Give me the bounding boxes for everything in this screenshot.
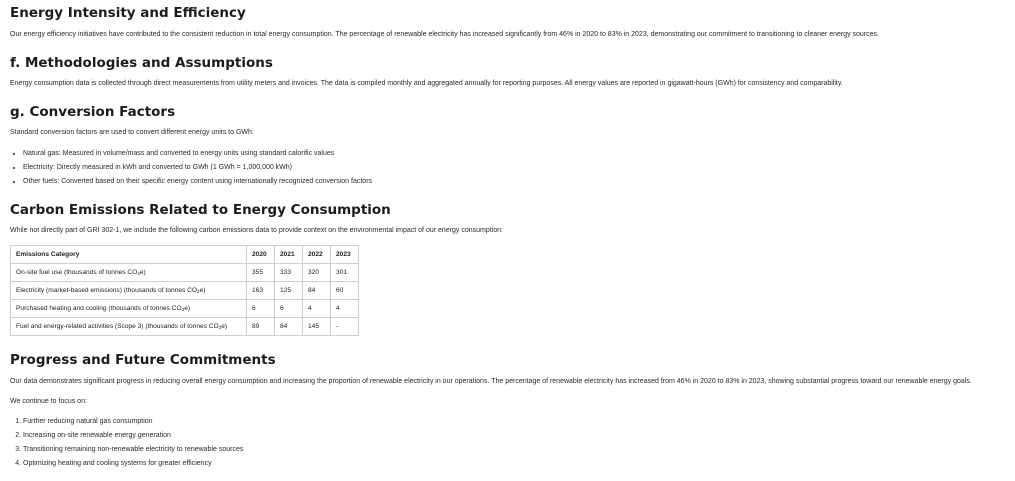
column-header: Emissions Category xyxy=(11,246,247,264)
list-item: • Natural gas: Measured in volume/mass and converted to energy units using standard calorific values xyxy=(23,147,372,161)
row-label-suffix: e) xyxy=(221,323,228,330)
table-cell: 333 xyxy=(275,264,303,282)
table-cell: 4 xyxy=(331,300,359,318)
row-label-text: Electricity (market-based emissions) (thousands of tonnes CO xyxy=(16,287,198,294)
table-row xyxy=(11,300,359,318)
row-label xyxy=(11,318,247,336)
section-title-carbon-emissions: Carbon Emissions Related to Energy Consumption xyxy=(10,202,391,218)
table-cell: 301 xyxy=(331,264,359,282)
list-item: 2. Increasing on-site renewable energy generation xyxy=(23,429,243,443)
row-label-text: Fuel and energy-related activities (Scope 3) (thousands of tonnes CO xyxy=(16,323,219,330)
list-item: 4. Optimizing heating and cooling systems for greater efficiency xyxy=(23,457,243,471)
column-header: 2021 xyxy=(275,246,303,264)
table-cell: 89 xyxy=(247,318,275,336)
table-cell: - xyxy=(331,318,359,336)
table-row xyxy=(11,282,359,300)
table-header-row xyxy=(11,246,359,264)
row-label-text: On-site fuel use (thousands of tonnes CO xyxy=(16,269,138,276)
focus-intro-text: We continue to focus on: xyxy=(10,398,87,405)
table-cell: 320 xyxy=(303,264,331,282)
section-text-carbon-emissions: While not directly part of GRI 302-1, we include the following carbon emissions data to provide context on the environmental impact of our energy consumption: xyxy=(10,227,503,234)
list-item: 1. Further reducing natural gas consumption xyxy=(23,415,243,429)
row-label xyxy=(11,300,247,318)
subscript: 2 xyxy=(218,325,222,330)
list-item: 3. Transitioning remaining non-renewable electricity to renewable sources xyxy=(23,443,243,457)
table-cell: 6 xyxy=(247,300,275,318)
table-cell: 355 xyxy=(247,264,275,282)
table-cell: 163 xyxy=(247,282,275,300)
table-row xyxy=(11,264,359,282)
future-commitments-list xyxy=(10,415,243,471)
table-cell: 145 xyxy=(303,318,331,336)
subscript: 2 xyxy=(197,289,200,294)
row-label-text: Purchased heating and cooling (thousands of tonnes CO xyxy=(16,305,182,312)
table-cell: 84 xyxy=(275,318,303,336)
subscript: 2 xyxy=(137,271,140,276)
section-text-energy-intensity: Our energy efficiency initiatives have contributed to the consistent reduction in total energy consumption. The percentage of renewable electricity has increased significantly from 46% in 2020 to 83% in 2023, demonstrating our commitment to transitioning to cleaner energy sources. xyxy=(10,31,879,38)
emissions-table xyxy=(10,245,359,336)
table-cell: 125 xyxy=(275,282,303,300)
table-cell: 4 xyxy=(303,300,331,318)
row-label-suffix: e) xyxy=(139,269,146,276)
section-title-methodologies: f. Methodologies and Assumptions xyxy=(10,55,273,71)
section-title-energy-intensity: Energy Intensity and Efficiency xyxy=(10,5,246,21)
subscript: 2 xyxy=(181,307,185,312)
list-item: • Other fuels: Converted based on their specific energy content using internationally recognized conversion factors xyxy=(23,175,372,189)
table-cell: 84 xyxy=(303,282,331,300)
column-header: 2022 xyxy=(303,246,331,264)
column-header: 2023 xyxy=(331,246,359,264)
list-item: • Electricity: Directly measured in kWh and converted to GWh (1 GWh = 1,000,000 kWh) xyxy=(23,161,372,175)
table-cell: 6 xyxy=(275,300,303,318)
row-label xyxy=(11,282,247,300)
section-title-conversion-factors: g. Conversion Factors xyxy=(10,104,176,120)
table-row xyxy=(11,318,359,336)
row-label xyxy=(11,264,247,282)
section-text-methodologies: Energy consumption data is collected through direct measurements from utility meters and invoices. The data is compiled monthly and aggregated annually for reporting purposes. All energy values are reported in gigawatt-hours (GWh) for consistency and comparability. xyxy=(10,80,843,87)
section-text-conversion-factors: Standard conversion factors are used to convert different energy units to GWh: xyxy=(10,129,254,136)
section-title-progress: Progress and Future Commitments xyxy=(10,352,276,368)
column-header: 2020 xyxy=(247,246,275,264)
conversion-factors-list xyxy=(10,147,372,189)
row-label-suffix: e) xyxy=(199,287,206,294)
emissions-table-container xyxy=(10,245,359,336)
table-cell: 60 xyxy=(331,282,359,300)
row-label-suffix: e) xyxy=(184,305,191,312)
section-text-progress: Our data demonstrates significant progress in reducing overall energy consumption and increasing the proportion of renewable electricity in our operations. The percentage of renewable electricity has increased from 46% in 2020 to 83% in 2023, showing substantial progress toward our renewable energy goals. xyxy=(10,378,972,385)
